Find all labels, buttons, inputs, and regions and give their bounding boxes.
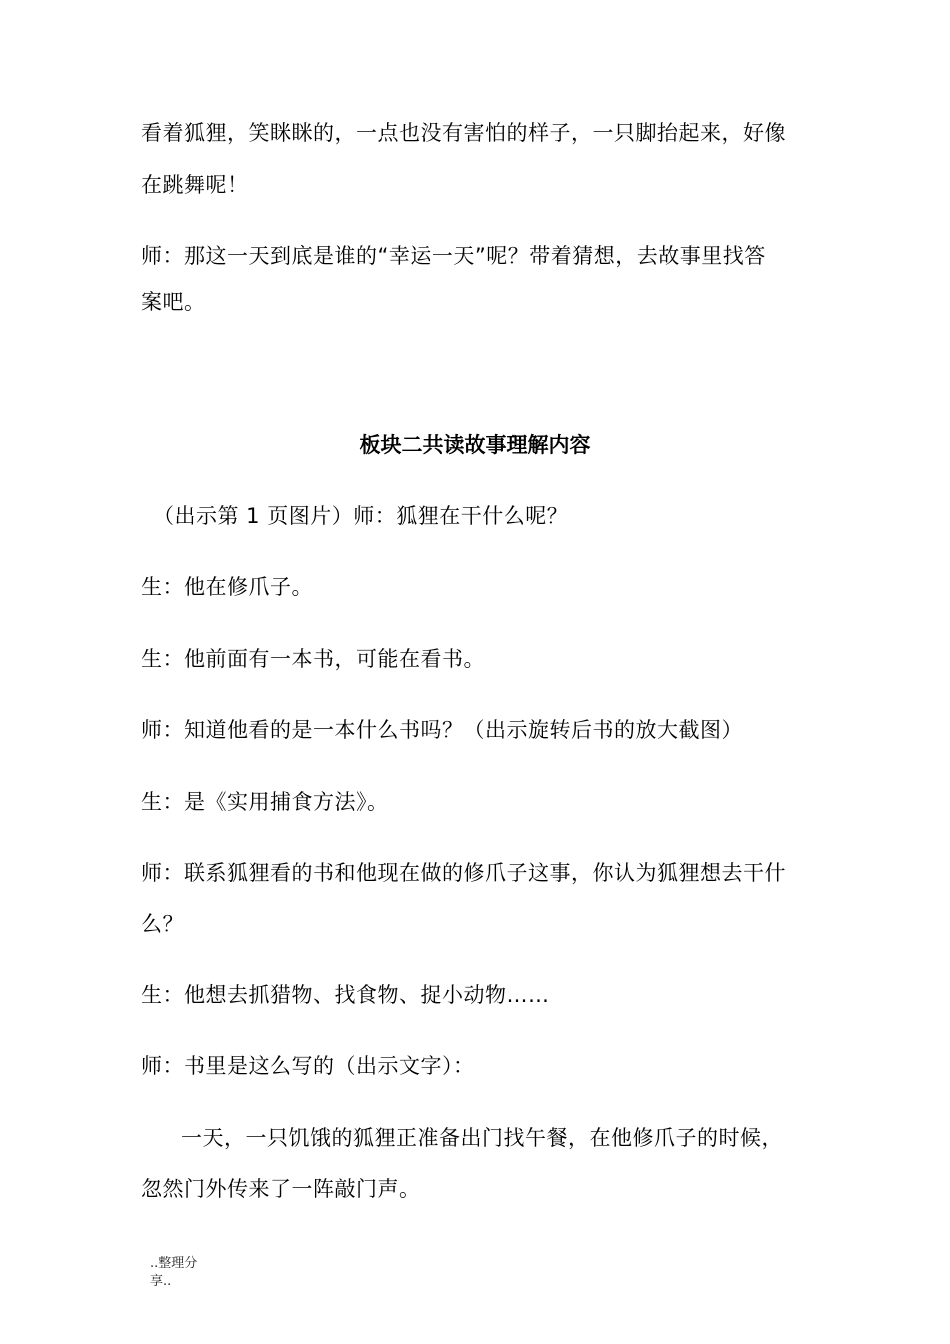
quote-line-2: 忽然门外传来了一阵敲门声。 [141,1177,421,1201]
dialogue-line-1: （出示第 1 页图片）师：狐狸在干什么呢？ [153,504,569,528]
dialogue-line-9: 师：书里是这么写的（出示文字）： [141,1054,475,1078]
paragraph-line-3: 师：那这一天到底是谁的“幸运一天”呢？带着猜想，去故事里找答 [141,244,766,268]
section-heading: 板块二共读故事理解内容 [359,433,591,457]
dialogue-line-2: 生：他在修爪子。 [141,575,313,599]
quote-line-1: 一天，一只饥饿的狐狸正准备出门找午餐，在他修爪子的时候， [181,1126,783,1150]
dialogue-line-4: 师：知道他看的是一本什么书吗？（出示旋转后书的放大截图） [141,718,743,742]
dialogue-line-8: 生：他想去抓猎物、找食物、捉小动物…… [141,983,550,1007]
dialogue-line-3: 生：他前面有一本书，可能在看书。 [141,647,485,671]
dialogue-line-5: 生：是《实用捕食方法》。 [141,790,389,814]
dialogue-line-7: 么？ [141,912,184,936]
footer-line-2: 享.. [150,1274,172,1289]
paragraph-line-2: 在跳舞呢！ [141,173,249,197]
paragraph-line-4: 案吧。 [141,290,206,314]
paragraph-line-1: 看着狐狸，笑眯眯的，一点也没有害怕的样子，一只脚抬起来，好像 [141,121,786,145]
dialogue-line-6: 师：联系狐狸看的书和他现在做的修爪子这事，你认为狐狸想去干什 [141,861,786,885]
footer-line-1: ..整理分 [150,1256,198,1271]
